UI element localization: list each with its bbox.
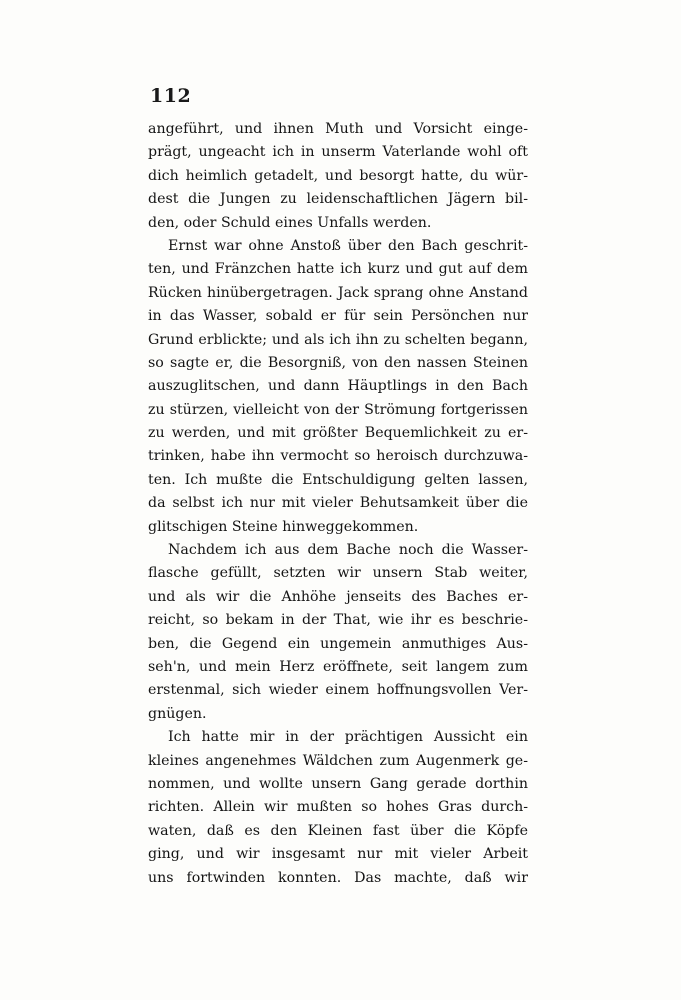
body-text (148, 118, 528, 890)
text-line: glitschigen Steine hinweggekommen. (148, 518, 419, 535)
text-line: auszuglitschen, und dann Häuptlings in den Bach (148, 378, 528, 395)
text-line: prägt, ungeacht ich in unserm Vaterlande wohl oft (148, 144, 528, 161)
text-line: Grund erblickte; und als ich ihn zu schelten begann, (148, 331, 528, 348)
text-line: ten, und Fränzchen hatte ich kurz und gut auf dem (148, 261, 528, 278)
text-line: uns fortwinden konnten. Das machte, daß wir (148, 869, 528, 886)
text-line: kleines angenehmes Wäldchen zum Augenmerk ge- (148, 752, 528, 769)
text-line: trinken, habe ihn vermocht so heroisch durchzuwa- (148, 448, 528, 465)
text-line: seh'n, und mein Herz eröffnete, seit langem zum (148, 658, 528, 675)
text-line: flasche gefüllt, setzten wir unsern Stab weiter, (148, 565, 528, 582)
text-line: ging, und wir insgesamt nur mit vieler Arbeit (148, 846, 528, 863)
text-line: dich heimlich getadelt, und besorgt hatte, du wür- (148, 167, 528, 184)
text-line: so sagte er, die Besorgniß, von den nassen Steinen (148, 354, 528, 371)
text-line: in das Wasser, sobald er für sein Persönchen nur (148, 308, 528, 325)
text-line: waten, daß es den Kleinen fast über die Köpfe (148, 822, 528, 839)
text-line: zu stürzen, vielleicht von der Strömung fortgerissen (148, 401, 528, 418)
text-line: angeführt, und ihnen Muth und Vorsicht einge- (148, 121, 528, 137)
text-line: den, oder Schuld eines Unfalls werden. (148, 214, 432, 231)
text-line: nommen, und wollte unsern Gang gerade dorthin (148, 775, 528, 792)
text-line: zu werden, und mit größter Bequemlichkeit zu er- (148, 425, 528, 442)
text-line: erstenmal, sich wieder einem hoffnungsvollen Ver- (148, 682, 528, 699)
text-line: gnügen. (148, 705, 207, 722)
text-line: Nachdem ich aus dem Bache noch die Wasser- (168, 542, 528, 559)
page-number: 112 (150, 85, 192, 107)
text-line: da selbst ich nur mit vieler Behutsamkeit über die (148, 495, 528, 512)
text-line: richten. Allein wir mußten so hohes Gras durch- (148, 799, 528, 816)
text-line: ben, die Gegend ein ungemein anmuthiges Aus- (148, 635, 528, 652)
text-line: Ernst war ohne Anstoß über den Bach geschrit- (168, 237, 528, 254)
text-line: dest die Jungen zu leidenschaftlichen Jägern bil- (148, 191, 528, 208)
text-line: ten. Ich mußte die Entschuldigung gelten lassen, (148, 471, 528, 488)
text-line: Rücken hinübergetragen. Jack sprang ohne Anstand (148, 284, 528, 301)
text-line: reicht, so bekam in der That, wie ihr es beschrie- (148, 612, 528, 629)
text-line: Ich hatte mir in der prächtigen Aussicht ein (168, 729, 528, 746)
text-line: und als wir die Anhöhe jenseits des Baches er- (148, 588, 528, 605)
